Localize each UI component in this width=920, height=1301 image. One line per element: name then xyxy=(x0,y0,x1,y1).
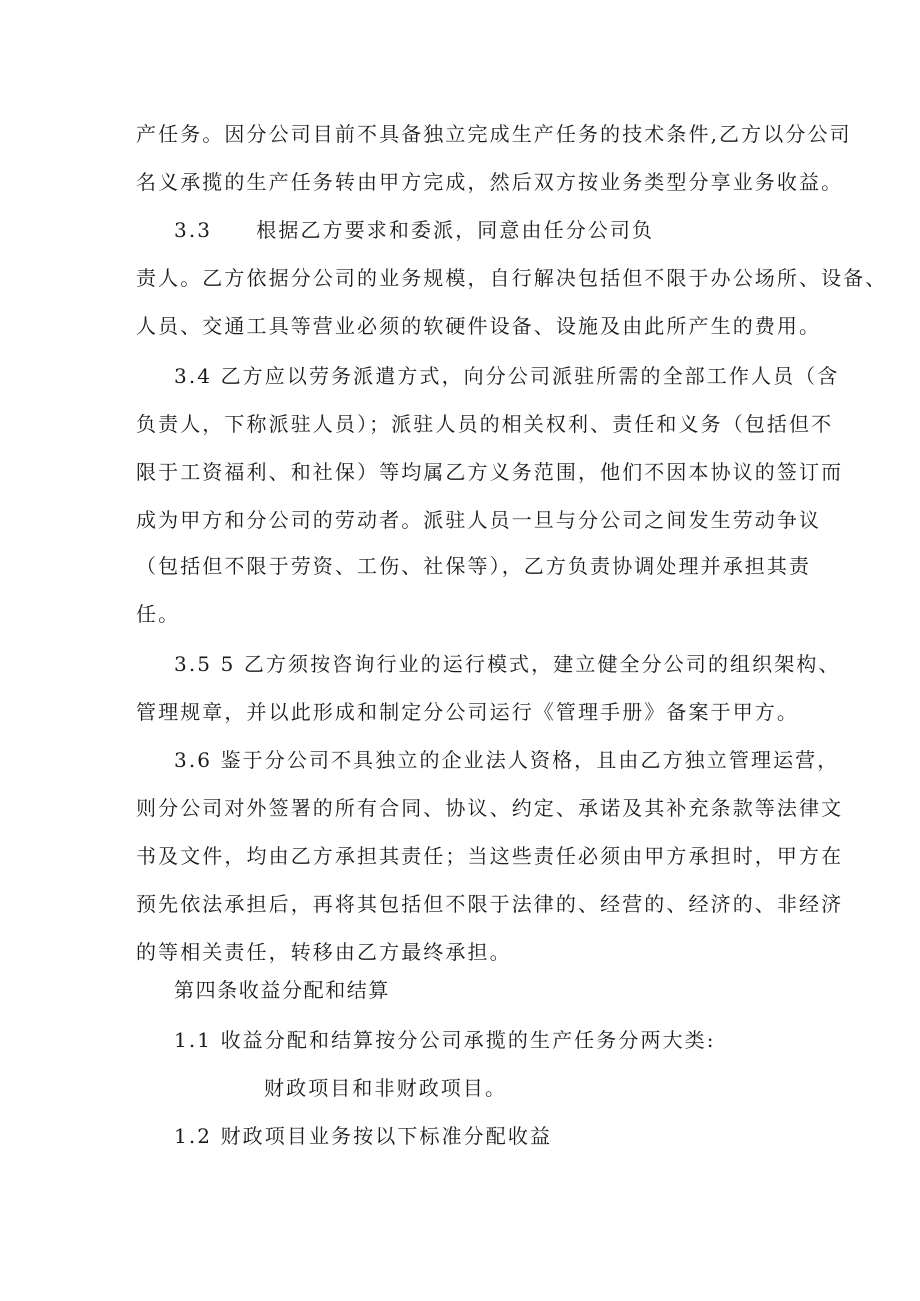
clause-3-6-line: 3.6 鉴于分公司不具独立的企业法人资格，且由乙方独立管理运营， xyxy=(174,748,840,772)
paragraph-line: 则分公司对外签署的所有合同、协议、约定、承诺及其补充条款等法律文 xyxy=(136,796,844,820)
clause-3-3-line: 3.3 根据乙方要求和委派，同意由任分公司负 xyxy=(174,218,655,242)
paragraph-line: 成为甲方和分公司的劳动者。派驻人员一旦与分公司之间发生劳动争议 xyxy=(136,508,822,532)
paragraph-line: 名义承揽的生产任务转由甲方完成，然后双方按业务类型分享业务收益。 xyxy=(136,170,844,194)
paragraph-line: 预先依法承担后，再将其包括但不限于法律的、经营的、经济的、非经济 xyxy=(136,892,844,916)
paragraph-line: 的等相关责任，转移由乙方最终承担。 xyxy=(136,940,512,964)
paragraph-line: 管理规章，并以此形成和制定分公司运行《管理手册》备案于甲方。 xyxy=(136,700,799,724)
paragraph-line: 人员、交通工具等营业必须的软硬件设备、设施及由此所产生的费用。 xyxy=(136,314,822,338)
paragraph-line: 负责人，下称派驻人员）；派驻人员的相关权利、责任和义务（包括但不 xyxy=(136,412,834,436)
paragraph-line: 产任务。因分公司目前不具备独立完成生产任务的技术条件,乙方以分公司 xyxy=(136,122,852,146)
paragraph-line: 财政项目和非财政项目。 xyxy=(264,1076,508,1100)
clause-1-1-line: 1.1 收益分配和结算按分公司承揽的生产任务分两大类: xyxy=(174,1028,716,1052)
paragraph-line: 责人。乙方依据分公司的业务规模，自行解决包括但不限于办公场所、设备、 xyxy=(136,266,888,290)
paragraph-line: 书及文件，均由乙方承担其责任；当这些责任必须由甲方承担时，甲方在 xyxy=(136,844,844,868)
paragraph-line: 限于工资福利、和社保）等均属乙方义务范围，他们不因本协议的签订而 xyxy=(136,460,844,484)
clause-3-4-line: 3.4 乙方应以劳务派遣方式，向分公司派驻所需的全部工作人员（含 xyxy=(174,364,840,388)
paragraph-line: 任。 xyxy=(136,602,181,626)
clause-3-5-line: 3.5 5 乙方须按咨询行业的运行模式，建立健全分公司的组织架构、 xyxy=(174,652,841,676)
article-four-heading: 第四条收益分配和结算 xyxy=(174,978,390,1002)
paragraph-line: （包括但不限于劳资、工伤、社保等），乙方负责协调处理并承担其责 xyxy=(136,554,812,578)
clause-1-2-line: 1.2 财政项目业务按以下标准分配收益 xyxy=(174,1124,553,1148)
